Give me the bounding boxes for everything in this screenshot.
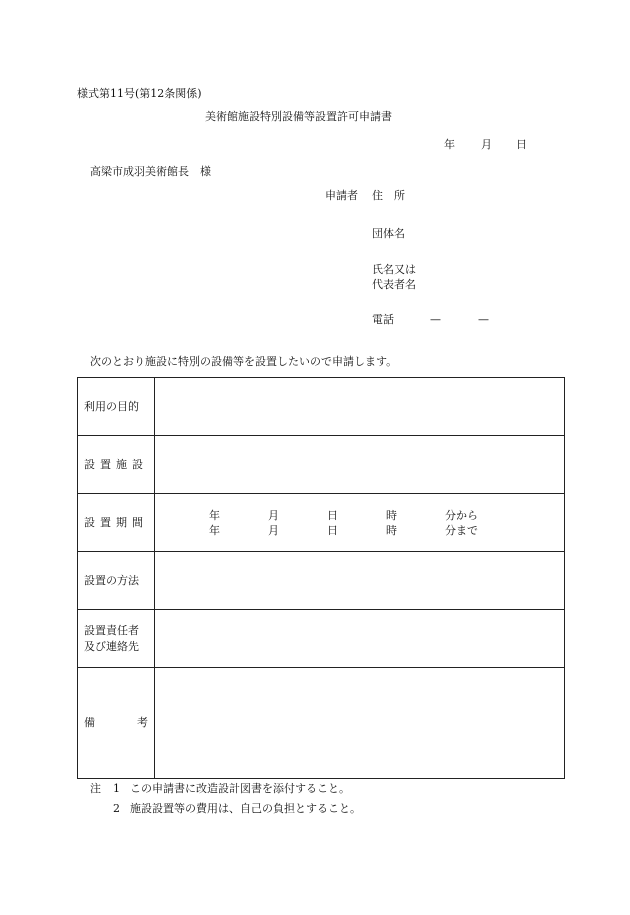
- period-end-minute: 分まで: [445, 523, 478, 537]
- note-label: 注: [90, 782, 101, 795]
- purpose-label: 利用の目的: [78, 378, 155, 436]
- purpose-row: [78, 378, 565, 436]
- remarks-row: [78, 668, 565, 779]
- purpose-field[interactable]: [155, 378, 565, 436]
- date-month-label: 月: [481, 138, 492, 151]
- remarks-label-left: 備: [84, 716, 95, 729]
- facility-field[interactable]: [155, 436, 565, 494]
- period-end-day: 日: [327, 523, 338, 537]
- application-form-table: [77, 377, 565, 779]
- period-label: 設置期間: [78, 494, 155, 552]
- period-end-month: 月: [268, 523, 279, 537]
- period-start-day: 日: [327, 508, 338, 522]
- phone-dash-1: —: [430, 313, 441, 326]
- method-row: [78, 552, 565, 610]
- facility-row: [78, 436, 565, 494]
- responsible-field[interactable]: [155, 610, 565, 668]
- responsible-label-line1: 設置責任者: [84, 623, 139, 637]
- note-2-text: 施設設置等の費用は、自己の負担とすること。: [130, 802, 361, 815]
- note-1-text: この申請書に改造設計図書を添付すること。: [130, 782, 350, 795]
- note-2-number: 2: [113, 802, 120, 815]
- period-start-month: 月: [268, 508, 279, 522]
- phone-label: 電話: [372, 313, 394, 326]
- period-field[interactable]: [155, 494, 565, 552]
- remarks-field[interactable]: [155, 668, 565, 779]
- organization-label: 団体名: [372, 227, 405, 240]
- date-day-label: 日: [516, 138, 527, 151]
- document-title: 美術館施設特別設備等設置許可申請書: [205, 110, 392, 123]
- responsible-label-line2: 及び連絡先: [84, 639, 139, 653]
- application-statement: 次のとおり施設に特別の設備等を設置したいので申請します。: [90, 355, 398, 368]
- period-lines: [155, 507, 564, 539]
- addressee: 高梁市成羽美術館長 様: [90, 165, 211, 178]
- form-number: 様式第11号(第12条関係): [77, 87, 202, 100]
- facility-label: 設置施設: [78, 436, 155, 494]
- period-row: [78, 494, 565, 552]
- remarks-label: [78, 668, 155, 779]
- date-year-label: 年: [444, 138, 455, 151]
- period-start-minute: 分から: [445, 508, 478, 522]
- phone-dash-2: —: [478, 313, 489, 326]
- responsible-label: [78, 610, 155, 668]
- address-label: 住 所: [372, 189, 405, 202]
- responsible-row: [78, 610, 565, 668]
- note-1-number: 1: [113, 782, 120, 795]
- method-field[interactable]: [155, 552, 565, 610]
- applicant-role-label: 申請者: [325, 189, 358, 202]
- period-end-year: 年: [209, 523, 220, 537]
- name-label-line2: 代表者名: [372, 278, 416, 291]
- period-end-hour: 時: [386, 523, 397, 537]
- period-start-hour: 時: [386, 508, 397, 522]
- remarks-label-right: 考: [137, 716, 148, 729]
- period-start-year: 年: [209, 508, 220, 522]
- method-label: 設置の方法: [78, 552, 155, 610]
- name-label-line1: 氏名又は: [372, 263, 416, 276]
